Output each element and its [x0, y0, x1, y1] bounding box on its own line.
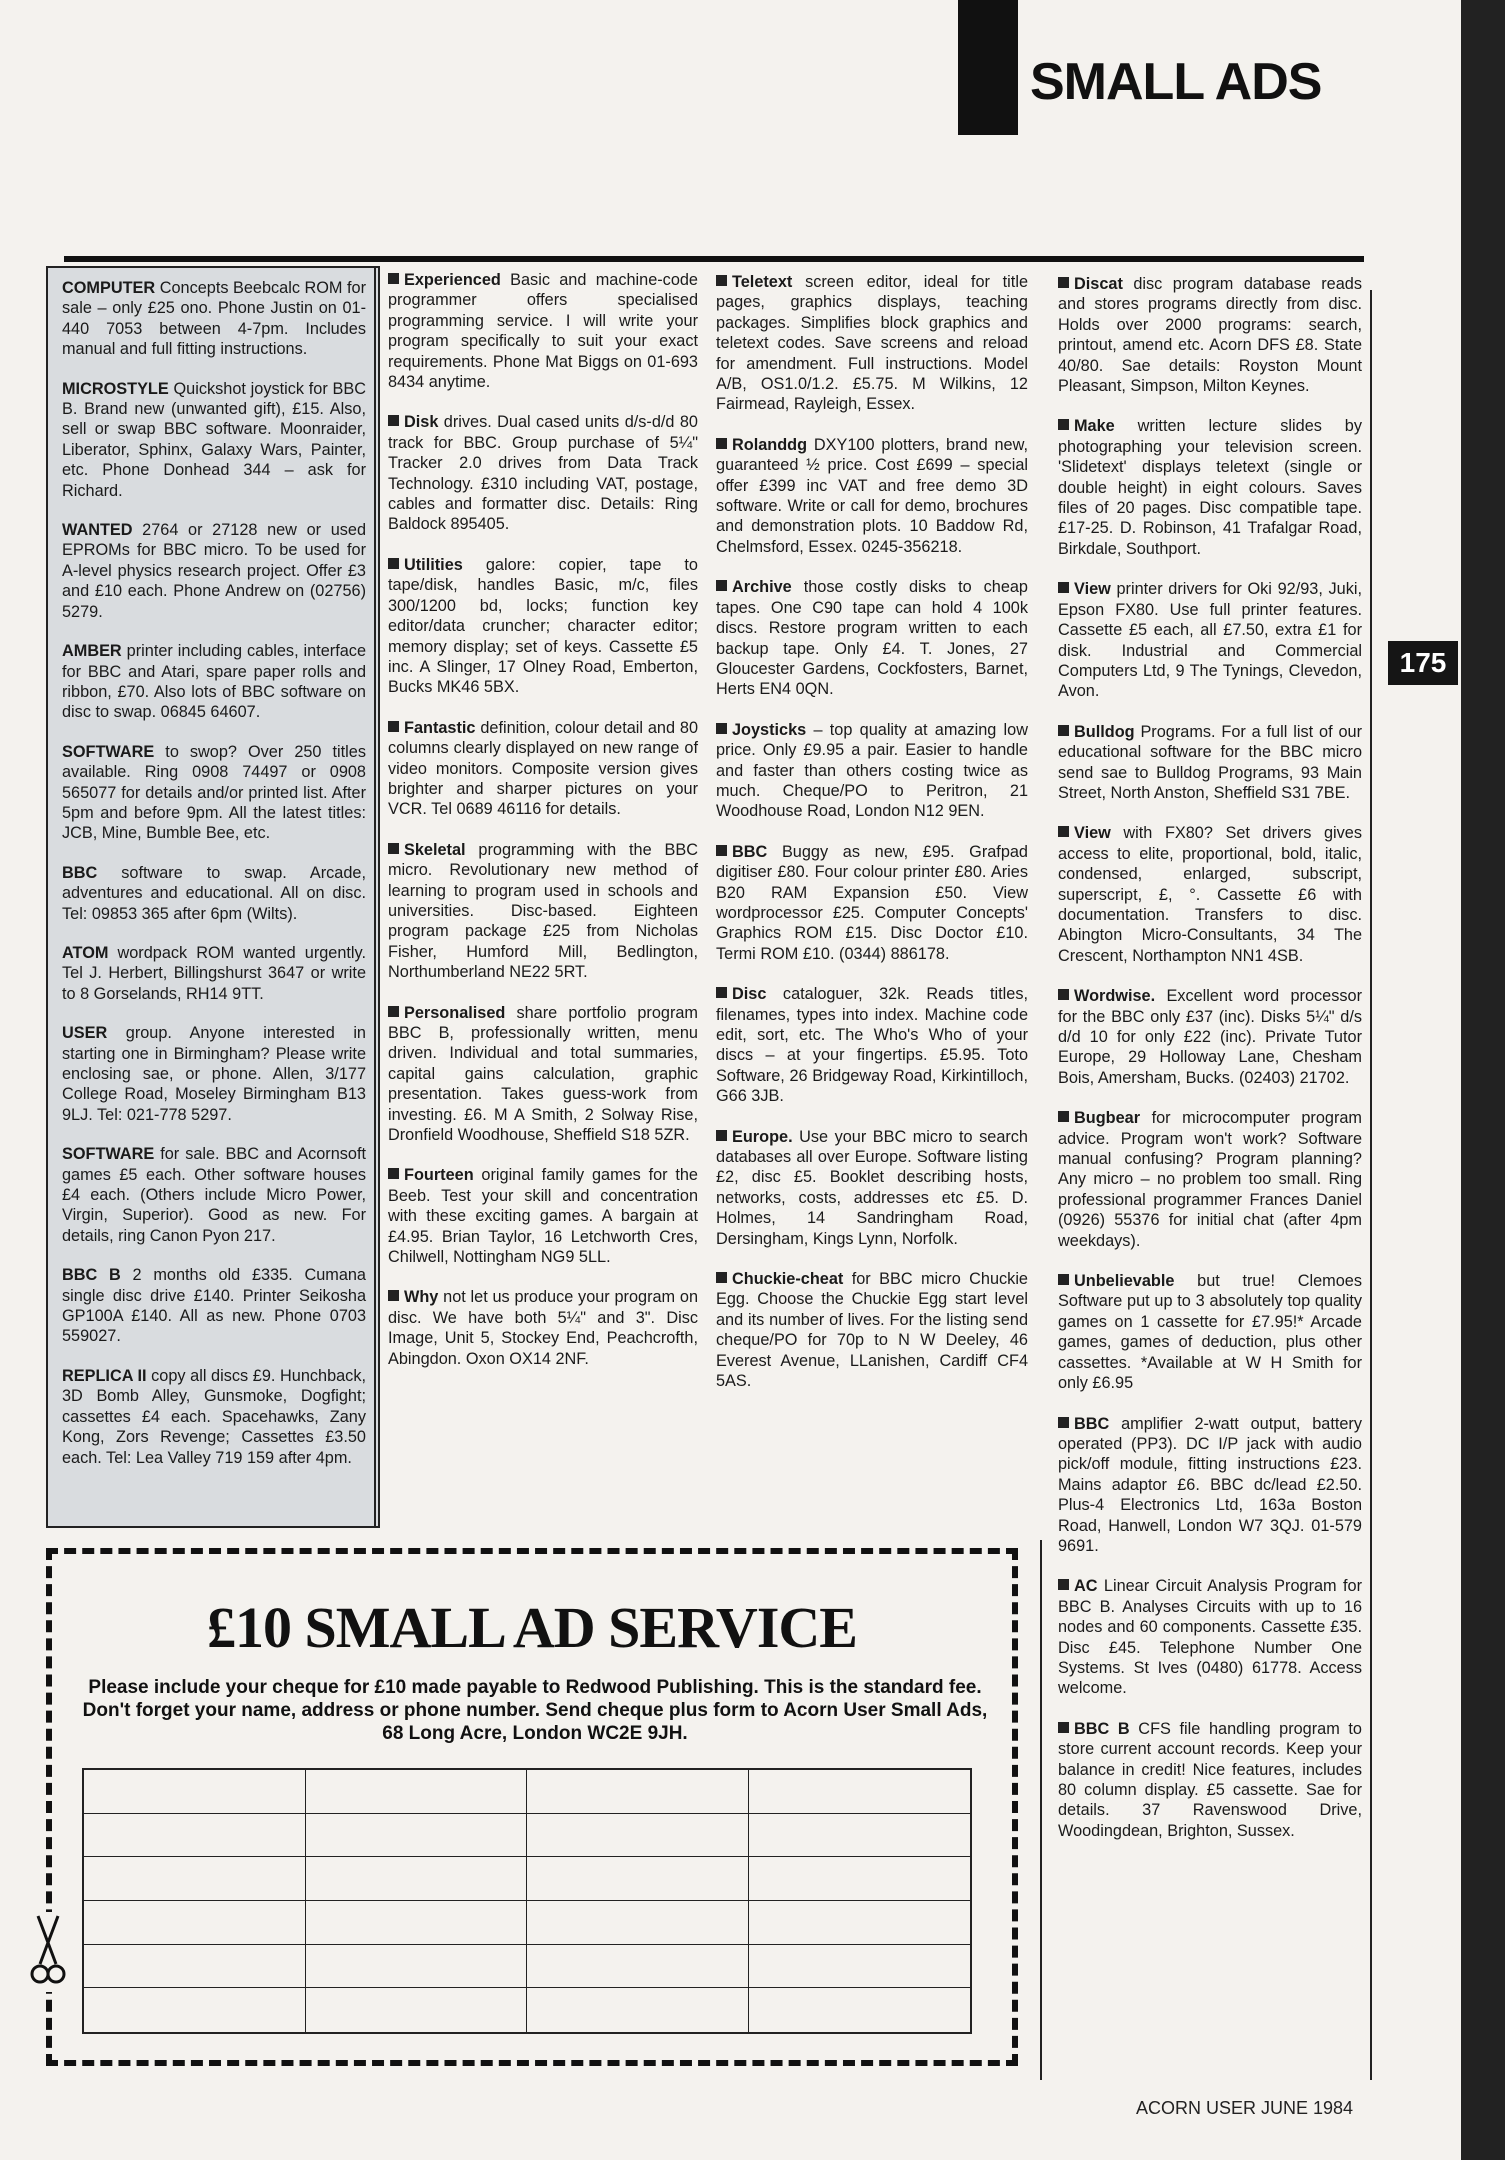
ad-keyword: Europe.	[732, 1127, 793, 1146]
bullet-icon	[1058, 1722, 1069, 1733]
classified-ad	[1058, 1414, 1362, 1557]
ad-text: Buggy as new, £95. Grafpad digitiser £80. Four colour printer £80. Aries B20 RAM Expansion £50. View wordprocessor £25. Computer Concepts' Graphics ROM £15. Disc Doctor £10. Termi ROM £10. (0344) 886178.	[716, 842, 1028, 963]
classified-ad	[388, 1003, 698, 1146]
form-cell[interactable]	[527, 1857, 749, 1901]
form-cell[interactable]	[749, 1770, 971, 1814]
ad-keyword: View	[1074, 580, 1111, 599]
form-cell[interactable]	[527, 1988, 749, 2032]
ad-text: those costly disks to cheap tapes. One C90 tape can hold 4 100k discs. Restore program written to each backup tape. Only £4. T. Jones, 27 Gloucester Gardens, Cockfosters, Barnet, Herts EN4 0QN.	[716, 578, 1028, 699]
ad-text: written lecture slides by photographing your television screen. 'Slidetext' displays teletext (single or double height) in eight colours. Saves files of 20 pages. Disc compatible tape. £17-25. D. Robinson, 41 Trafalgar Road, Birkdale, Southport.	[1058, 417, 1362, 558]
ad-keyword: Unbelievable	[1074, 1272, 1175, 1291]
form-cell[interactable]	[84, 1988, 306, 2032]
classified-ad	[62, 520, 366, 622]
header-block	[958, 0, 1018, 135]
ad-keyword: Why	[404, 1288, 439, 1307]
ad-text: printer including cables, interface for BBC and Atari, spare paper rolls and ribbon, £70. Also lots of BBC software on disc to swap. 06845 64607.	[62, 642, 366, 722]
ad-keyword: Experienced	[404, 271, 501, 289]
ad-keyword: View	[1074, 824, 1111, 843]
bullet-icon	[1058, 1579, 1069, 1590]
ad-text: wordpack ROM wanted urgently. Tel J. Herbert, Billingshurst 3647 or write to 8 Gorselands, RH14 9TT.	[62, 943, 366, 1003]
form-cell[interactable]	[527, 1770, 749, 1814]
ad-keyword: WANTED	[62, 521, 133, 540]
ad-keyword: Joysticks	[732, 720, 807, 739]
ads-column-1	[46, 266, 380, 1528]
bullet-icon	[1058, 277, 1069, 288]
ad-keyword: REPLICA II	[62, 1366, 147, 1385]
ad-keyword: Chuckie-cheat	[732, 1270, 844, 1289]
ad-text: Quickshot joystick for BBC B. Brand new (unwanted gift), £15. Also, sell or swap BBC software. Moonraider, Liberator, Sphinx, Galaxy Wars, Painter, etc. Phone Donhead 344 – ask for Richard.	[62, 379, 366, 500]
form-cell[interactable]	[84, 1945, 306, 1989]
ad-keyword: BBC	[62, 863, 98, 882]
classified-ad	[388, 1165, 698, 1267]
ad-keyword: Personalised	[404, 1003, 506, 1022]
ad-keyword: BBC B	[62, 1266, 121, 1285]
bullet-icon	[1058, 826, 1069, 837]
form-cell[interactable]	[84, 1770, 306, 1814]
ad-keyword: Fantastic	[404, 718, 476, 737]
ads-column-4	[1058, 274, 1362, 1861]
ad-keyword: Fourteen	[404, 1166, 474, 1185]
ads-column-2	[388, 270, 698, 1389]
classified-ad	[1058, 722, 1362, 804]
bullet-icon	[716, 845, 727, 856]
classified-ad	[62, 278, 366, 360]
page-footer: ACORN USER JUNE 1984	[1136, 2098, 1354, 2118]
ad-text: disc program database reads and stores programs directly from disc. Holds over 2000 programs: search, printout, amend etc. Acorn DFS £8. State 40/80. Sae details: Royston Mount Pleasant, Simpson, Milton Keynes.	[1058, 275, 1362, 396]
classified-ad	[388, 270, 698, 392]
classified-ad	[1058, 986, 1362, 1088]
form-cell[interactable]	[527, 1814, 749, 1858]
classified-ad	[1058, 274, 1362, 396]
ad-keyword: Skeletal	[404, 840, 466, 859]
column-divider	[1040, 1540, 1042, 2080]
form-cell[interactable]	[749, 1857, 971, 1901]
bullet-icon	[716, 275, 727, 286]
ad-text: but true! Clemoes Software put up to 3 absolutely top quality games on 1 cassette for £7.95!* Arcade games, games of deduction, plus other cassettes. *Available at W H Smith for only £6.95	[1058, 1272, 1362, 1393]
ad-keyword: SOFTWARE	[62, 742, 155, 761]
ad-keyword: Utilities	[404, 555, 463, 574]
classified-ad	[716, 842, 1028, 964]
bullet-icon	[716, 438, 727, 449]
classified-ad	[62, 943, 366, 1004]
ad-keyword: Bulldog	[1074, 722, 1135, 741]
ad-keyword: Disk	[404, 413, 439, 432]
ad-keyword: COMPUTER	[62, 279, 156, 297]
ad-text: Programs. For a full list of our educational software for the BBC micro send sae to Bulldog Programs, 93 Main Street, North Anston, Sheffield S31 7BE.	[1058, 722, 1362, 802]
ad-keyword: BBC	[732, 842, 768, 861]
bullet-icon	[388, 558, 399, 569]
classified-ad	[716, 272, 1028, 415]
ad-keyword: AMBER	[62, 642, 122, 661]
ad-text: to swop? Over 250 titles available. Ring 0908 74497 or 0908 565077 for details and/or printed list. After 5pm and before 9pm. All the latest titles: JCB, Mine, Bumble Bee, etc.	[62, 742, 366, 843]
classified-ad	[716, 984, 1028, 1106]
bullet-icon	[388, 415, 399, 426]
ad-keyword: Wordwise.	[1074, 987, 1156, 1006]
classified-ad	[1058, 1576, 1362, 1698]
ad-text: for microcomputer program advice. Program won't work? Software manual confusing? Program planning? Any micro – no problem too small. Ring professional programmer Frances Daniel (0926) 55376 for initial chat (after 4pm weekdays).	[1058, 1109, 1362, 1250]
bullet-icon	[1058, 725, 1069, 736]
ad-text: CFS file handling program to store current account records. Keep your balance in credit! Nice features, includes 80 column display. £5 cassette. Sae for details. 37 Ravenswood Drive, Woodingdean, Brighton, Sussex.	[1058, 1719, 1362, 1840]
classified-ad	[388, 718, 698, 820]
form-cell[interactable]	[749, 1945, 971, 1989]
form-cell[interactable]	[749, 1988, 971, 2032]
classified-ad	[62, 641, 366, 723]
ad-keyword: Make	[1074, 417, 1115, 436]
classified-ad	[716, 1127, 1028, 1249]
form-cell[interactable]	[527, 1945, 749, 1989]
ad-text: – top quality at amazing low price. Only £9.95 a pair. Easier to handle and faster than others costing twice as much. Cheque/PO to Peritron, 21 Woodhouse Road, London N12 9EN.	[716, 720, 1028, 821]
ad-keyword: BBC	[1074, 1414, 1110, 1433]
bullet-icon	[388, 1006, 399, 1017]
ad-text: share portfolio program BBC B, professionally written, menu driven. Individual and total summaries, capital gains calculation, graphic presentation. Takes guess-work from investing. £6. M A Smith, 2 Solway Rise, Dronfield Woodhouse, Sheffield S18 5ZR.	[388, 1003, 698, 1145]
ad-keyword: Disc	[732, 985, 767, 1004]
classified-ad	[1058, 823, 1362, 966]
ad-text: 2 months old £335. Cumana single disc drive £140. Printer Seikosha GP100A £140. All as new. Phone 0703 559027.	[62, 1266, 366, 1346]
bullet-icon	[1058, 989, 1069, 1000]
ad-text: group. Anyone interested in starting one in Birmingham? Please write enclosing sae, or phone. Allen, 3/177 College Road, Moseley Birmingham B13 9LJ. Tel: 021-778 5297.	[62, 1024, 366, 1124]
ad-keyword: MICROSTYLE	[62, 379, 169, 398]
classified-ad	[716, 435, 1028, 557]
ad-text: software to swap. Arcade, adventures and educational. All on disc. Tel: 09853 365 after 6pm (Wilts).	[62, 863, 366, 923]
classified-ad	[1058, 1271, 1362, 1393]
classified-ad	[716, 577, 1028, 699]
form-cell[interactable]	[749, 1814, 971, 1858]
ad-keyword: BBC B	[1074, 1719, 1130, 1738]
ad-text: with FX80? Set drivers gives access to elite, proportional, bold, italic, condensed, enlarged, subscript, superscript, £, °. Cassette £6 with documentation. Transfers to disc. Abington Micro-Consultants, 34 The Crescent, Northampton NN1 4SB.	[1058, 824, 1362, 965]
ad-keyword: ATOM	[62, 943, 109, 962]
classified-ad	[62, 863, 366, 924]
bullet-icon	[716, 987, 727, 998]
form-cell[interactable]	[84, 1901, 306, 1945]
bullet-icon	[1058, 419, 1069, 430]
form-cell[interactable]	[84, 1857, 306, 1901]
form-cell[interactable]	[306, 1901, 528, 1945]
ad-text: printer drivers for Oki 92/93, Juki, Epson FX80. Use full printer features. Cassette £5 each, all £7.50, extra £1 for disk. Industrial and Commercial Computers Ltd, 9 The Tynings, Clevedon, Avon.	[1058, 580, 1362, 701]
ad-keyword: SOFTWARE	[62, 1145, 155, 1164]
page-number-tab: 175	[1388, 641, 1458, 685]
classified-ad	[62, 1023, 366, 1125]
bullet-icon	[388, 1168, 399, 1179]
ad-text: 2764 or 27128 new or used EPROMs for BBC micro. To be used for A-level physics research project. Offer £3 and £10 each. Phone Andrew on (02756) 5279.	[62, 521, 366, 621]
ad-keyword: Archive	[732, 578, 792, 597]
ad-text: drives. Dual cased units d/s-d/d 80 track for BBC. Group purchase of 5¼" Tracker 2.0 drives from Data Track Technology. £310 including VAT, postage, cables and formatter disc. Details: Ring Baldock 895405.	[388, 413, 698, 534]
classified-ad	[716, 1269, 1028, 1391]
bullet-icon	[388, 843, 399, 854]
ad-text: galore: copier, tape to tape/disk, handles Basic, m/c, files 300/1200 bd, locks; function key editor/data cruncher; character editor; memory display; set of keys. Cassette £5 inc. A Slinger, 17 Olney Road, Emberton, Bucks MK46 5BX.	[388, 555, 698, 697]
bullet-icon	[1058, 1417, 1069, 1428]
ad-keyword: Teletext	[732, 273, 793, 291]
classified-ad	[388, 555, 698, 698]
classified-ad	[388, 412, 698, 534]
bullet-icon	[716, 1272, 727, 1283]
ad-text: amplifier 2-watt output, battery operated (PP3). DC I/P jack with audio pick/off module, fitting instructions £23. Mains adaptor £6. BBC dc/lead £2.50. Plus-4 Electronics Ltd, 163a Boston Road, Hanwell, London W7 3QJ. 01-579 9691.	[1058, 1414, 1362, 1555]
classified-ad	[62, 1265, 366, 1347]
bullet-icon	[1058, 582, 1069, 593]
ad-text: definition, colour detail and 80 columns clearly displayed on new range of video monitors. Composite version gives brighter and sharper pictures on your VCR. Tel 0689 46116 for details.	[388, 718, 698, 819]
classified-ad	[388, 1287, 698, 1369]
form-cell[interactable]	[306, 1988, 528, 2032]
ad-text: Excellent word processor for the BBC only £37 (inc). Disks 5¼" d/s d/d 10 for only £22 (inc). Private Tutor Europe, 29 Holloway Lane, Chesham Bois, Amersham, Bucks. (02403) 21702.	[1058, 987, 1362, 1087]
classified-ad	[388, 840, 698, 983]
bullet-icon	[1058, 1274, 1069, 1285]
page-title: SMALL ADS	[1030, 53, 1322, 111]
ad-keyword: Rolanddg	[732, 435, 808, 454]
ad-order-form	[46, 1548, 1018, 2066]
ad-keyword: USER	[62, 1024, 108, 1043]
classified-ad	[1058, 1108, 1362, 1251]
form-cell[interactable]	[306, 1814, 528, 1858]
bullet-icon	[388, 721, 399, 732]
classified-ad	[1058, 1719, 1362, 1841]
ad-text: Concepts Beebcalc ROM for sale – only £25 ono. Phone Justin on 01-440 7053 between 4-7pm. Includes manual and full fitting instructions.	[62, 279, 367, 359]
form-cell[interactable]	[84, 1814, 306, 1858]
coupon-instructions: Please include your cheque for £10 made payable to Redwood Publishing. This is the standard fee. Don't forget your name, address or phone number. Send cheque plus form to Acorn User Small Ads, 68 Long Acre, London WC2E 9JH.	[82, 1677, 988, 1744]
ad-text: for BBC micro Chuckie Egg. Choose the Chuckie Egg start level and its number of lives. For the listing send cheque/PO for 70p to N W Deeley, 46 Everest Avenue, LLanishen, Cardiff CF4 5AS.	[716, 1270, 1028, 1391]
classified-ad	[716, 720, 1028, 822]
classified-ad	[62, 742, 366, 844]
ads-column-3	[716, 272, 1028, 1412]
scissors-icon	[30, 1912, 66, 1992]
classified-ad	[1058, 579, 1362, 701]
bullet-icon	[716, 1130, 727, 1141]
bullet-icon	[388, 1290, 399, 1301]
bullet-icon	[1058, 1111, 1069, 1122]
ad-text: copy all discs £9. Hunchback, 3D Bomb Alley, Gunsmoke, Dogfight; cassettes £4 each. Spacehawks, Zany Kong, Zors Revenge; Cassettes £3.50 each. Tel: Lea Valley 719 159 after 4pm.	[62, 1366, 366, 1467]
classified-ad	[62, 1366, 366, 1468]
ad-text-grid[interactable]	[82, 1768, 972, 2034]
form-cell[interactable]	[306, 1857, 528, 1901]
form-cell[interactable]	[306, 1945, 528, 1989]
ad-keyword: Discat	[1074, 275, 1123, 293]
ad-text: not let us produce your program on disc. We have both 5¼" and 3". Disc Image, Unit 5, Stockey End, Peachcrofth, Abingdon. Oxon OX14 2NF.	[388, 1288, 698, 1368]
ad-text: original family games for the Beeb. Test your skill and concentration with these exciting games. A bargain at £4.95. Brian Taylor, 16 Letchworth Cres, Chilwell, Nottingham NG9 5LL.	[388, 1166, 698, 1267]
form-cell[interactable]	[527, 1901, 749, 1945]
ad-text: screen editor, ideal for title pages, graphics displays, teaching packages. Simplifies block graphics and teletext codes. Save screens and reload for amendment. Full instructions. Model A/B, OS1.0/1.2. £5.75. M Wilkins, 12 Fairmead, Rayleigh, Essex.	[716, 273, 1028, 414]
page-edge	[1461, 0, 1505, 2160]
ad-text: Basic and machine-code programmer offers specialised programming service. I will write your program specifically to suit your exact requirements. Phone Mat Biggs on 01-693 8434 anytime.	[388, 271, 698, 392]
ad-keyword: Bugbear	[1074, 1109, 1141, 1128]
classified-ad	[62, 1144, 366, 1246]
column-divider	[374, 266, 376, 1528]
ad-keyword: AC	[1074, 1577, 1098, 1596]
ad-text: DXY100 plotters, brand new, guaranteed ½ price. Cost £699 – special offer £399 inc VAT and free demo 3D software. Write or call for demo, brochures and demonstration plots. 10 Baddow Rd, Chelmsford, Essex. 0245-356218.	[716, 435, 1028, 556]
form-cell[interactable]	[306, 1770, 528, 1814]
classified-ad	[62, 379, 366, 501]
column-divider	[1370, 290, 1372, 2080]
coupon-title: £10 SMALL AD SERVICE	[207, 1595, 857, 1660]
classified-ad	[1058, 416, 1362, 559]
ad-text: cataloguer, 32k. Reads titles, filenames, types into index. Machine code edit, sort, etc. The Who's Who of your discs – at your fingertips. £5.95. Toto Software, 26 Bridgeway Road, Kirkintilloch, G66 3JB.	[716, 985, 1028, 1106]
ad-text: programming with the BBC micro. Revolutionary new method of learning to program used in schools and universities. Disc-based. Eighteen program package £25 from Nicholas Fisher, Humford Mill, Bedlington, Northumberland NE22 5RT.	[388, 840, 698, 982]
bullet-icon	[716, 723, 727, 734]
top-rule	[64, 256, 1364, 262]
ad-text: Use your BBC micro to search databases all over Europe. Software listing £2, disc £5. Booklet describing hosts, networks, costs, addresses etc £5. D. Holmes, 14 Sandringham Road, Dersingham, Kings Lynn, Norfolk.	[716, 1127, 1028, 1248]
ad-text: Linear Circuit Analysis Program for BBC B. Analyses Circuits with up to 16 nodes and 60 components. Cassette £35. Disc £45. Telephone Number One Systems. St Ives (0480) 61778. Access welcome.	[1058, 1577, 1362, 1698]
bullet-icon	[716, 580, 727, 591]
bullet-icon	[388, 273, 399, 284]
form-cell[interactable]	[749, 1901, 971, 1945]
ad-text: for sale. BBC and Acornsoft games £5 each. Other software houses £4 each. (Others include Micro Power, Virgin, Superior). Good as new. For details, ring Canon Pyon 217.	[62, 1145, 366, 1245]
